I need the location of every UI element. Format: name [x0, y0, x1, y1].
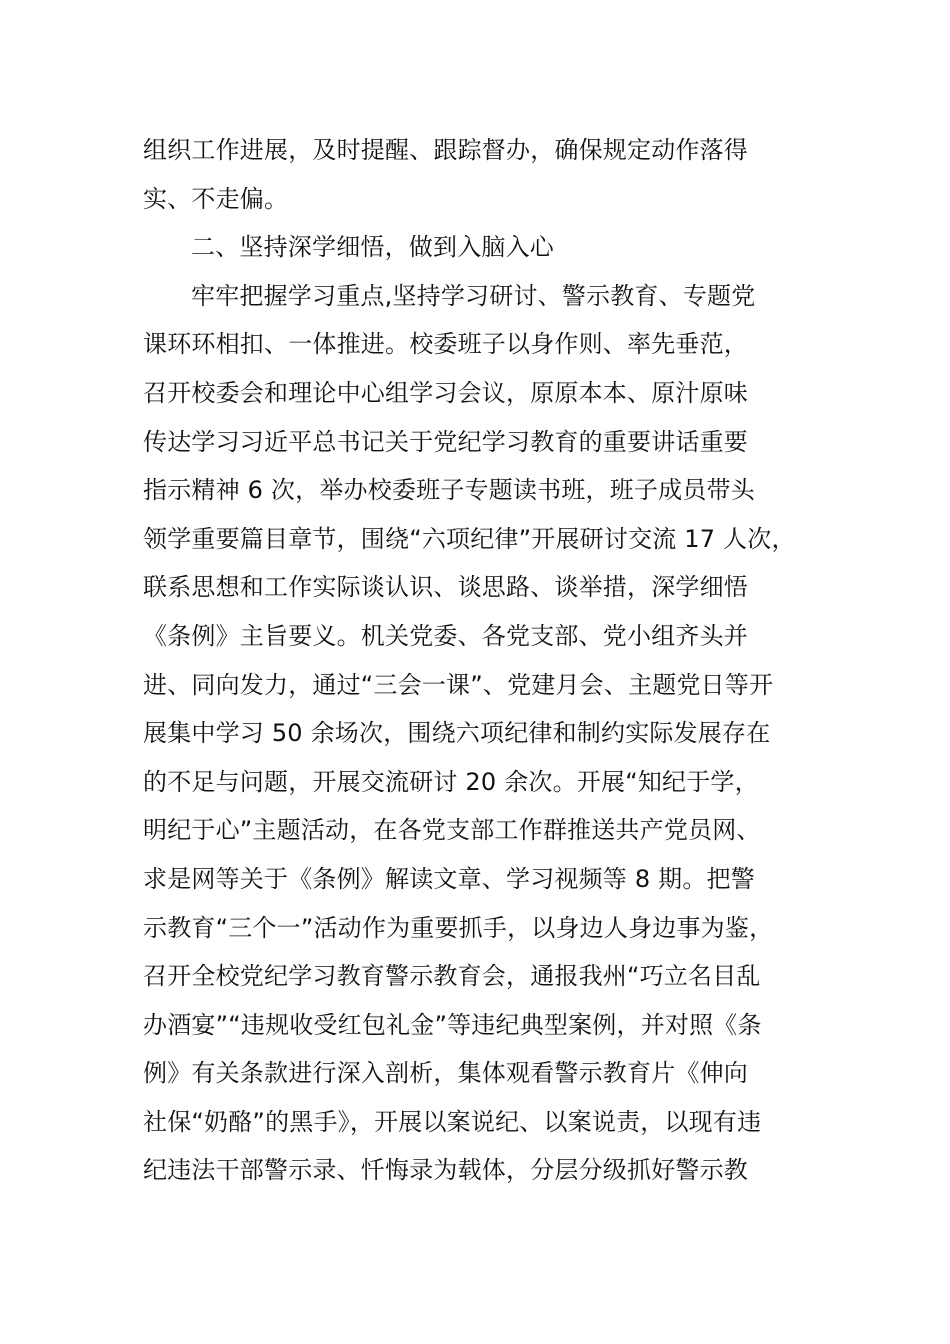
text-line: 纪违法干部警示录、忏悔录为载体，分层分级抓好警示教: [143, 1156, 748, 1185]
text-line: 展集中学习 50 余场次，围绕六项纪律和制约实际发展存在: [143, 719, 771, 748]
text-line: 联系思想和工作实际谈认识、谈思路、谈举措，深学细悟: [143, 573, 748, 602]
body-text: [143, 126, 823, 1195]
text-line: 示教育“三个一”活动作为重要抓手，以身边人身边事为鉴，: [143, 913, 774, 942]
text-line: 进、同向发力，通过“三会一课”、党建月会、主题党日等开: [143, 670, 774, 699]
text-line: 领学重要篇目章节，围绕“六项纪律”开展研讨交流 17 人次，: [143, 524, 796, 553]
text-line: 求是网等关于《条例》解读文章、学习视频等 8 期。把警: [143, 864, 755, 893]
text-line: 实、不走偏。: [143, 184, 289, 213]
text-line: 《条例》主旨要义。机关党委、各党支部、党小组齐头并: [143, 621, 748, 650]
text-line: 明纪于心”主题活动，在各党支部工作群推送共产党员网、: [143, 816, 761, 845]
text-line: 社保“奶酪”的黑手》，开展以案说纪、以案说责，以现有违: [143, 1107, 762, 1136]
text-line: 例》有关条款进行深入剖析，集体观看警示教育片《伸向: [143, 1059, 748, 1088]
text-line: 召开校委会和理论中心组学习会议，原原本本、原汁原味: [143, 378, 748, 407]
paragraph-first-line: 牢牢把握学习重点,坚持学习研讨、警示教育、专题党: [191, 281, 756, 310]
text-line: 的不足与问题，开展交流研讨 20 余次。开展“知纪于学，: [143, 767, 759, 796]
paragraph-first-line: 二、坚持深学细悟，做到入脑入心: [191, 233, 554, 262]
text-line: 办酒宴”“违规收受红包礼金”等违纪典型案例，并对照《条: [143, 1010, 762, 1039]
text-line: 指示精神 6 次，举办校委班子专题读书班，班子成员带头: [143, 476, 755, 505]
text-line: 召开全校党纪学习教育警示教育会，通报我州“巧立名目乱: [143, 962, 761, 991]
text-line: 组织工作进展，及时提醒、跟踪督办，确保规定动作落得: [143, 136, 748, 164]
text-line: 传达学习习近平总书记关于党纪学习教育的重要讲话重要: [143, 427, 748, 456]
text-line: 课环环相扣、一体推进。校委班子以身作则、率先垂范，: [143, 330, 748, 359]
